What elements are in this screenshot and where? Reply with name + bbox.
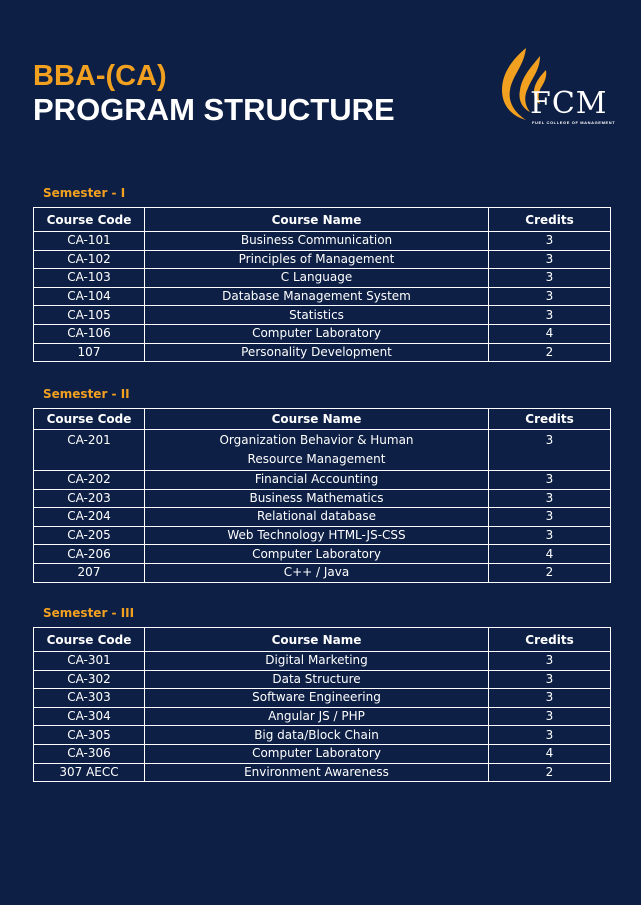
semester-1-section	[33, 186, 610, 362]
course-credits: 3	[489, 232, 611, 251]
logo-text: FCM	[530, 86, 608, 121]
course-credits: 3	[489, 489, 611, 508]
course-name: Digital Marketing	[145, 652, 489, 671]
header-course-name: Course Name	[145, 409, 489, 430]
course-name: Relational database	[145, 508, 489, 527]
course-name: Business Mathematics	[145, 489, 489, 508]
course-credits: 3	[489, 250, 611, 269]
course-name: Personality Development	[145, 343, 489, 362]
header-course-code: Course Code	[34, 409, 145, 430]
course-credits: 3	[489, 526, 611, 545]
table-row	[34, 652, 611, 671]
course-credits: 3	[489, 670, 611, 689]
course-credits: 3	[489, 471, 611, 490]
course-code: CA-103	[34, 269, 145, 288]
course-code: CA-205	[34, 526, 145, 545]
course-code: 207	[34, 563, 145, 582]
table-header-row	[34, 208, 611, 232]
course-name: Angular JS / PHP	[145, 707, 489, 726]
course-name: Business Communication	[145, 232, 489, 251]
course-code: CA-101	[34, 232, 145, 251]
course-code: CA-302	[34, 670, 145, 689]
table-row	[34, 287, 611, 306]
course-code: CA-105	[34, 306, 145, 325]
table-row	[34, 744, 611, 763]
course-credits: 4	[489, 744, 611, 763]
course-code: CA-305	[34, 726, 145, 745]
table-row	[34, 471, 611, 490]
course-name-line-1: Organization Behavior & Human	[219, 433, 414, 447]
course-name: C++ / Java	[145, 563, 489, 582]
program-title: BBA-(CA)	[33, 60, 167, 92]
course-credits: 3	[489, 508, 611, 527]
page-title: PROGRAM STRUCTURE	[33, 92, 395, 127]
course-credits: 3	[489, 306, 611, 325]
table-row	[34, 343, 611, 362]
course-credits: 4	[489, 545, 611, 564]
table-row	[34, 250, 611, 269]
course-name: Computer Laboratory	[145, 744, 489, 763]
semester-label: Semester - II	[43, 387, 130, 401]
course-name: Computer Laboratory	[145, 324, 489, 343]
table-row	[34, 430, 611, 471]
course-table	[33, 207, 611, 362]
semester-2-section	[33, 387, 610, 583]
table-row	[34, 232, 611, 251]
fcm-logo	[496, 46, 620, 130]
course-name: Data Structure	[145, 670, 489, 689]
table-row	[34, 489, 611, 508]
course-code: CA-306	[34, 744, 145, 763]
table-row	[34, 726, 611, 745]
course-code: CA-204	[34, 508, 145, 527]
table-header-row	[34, 628, 611, 652]
table-row	[34, 306, 611, 325]
table-header-row	[34, 409, 611, 430]
course-name: Principles of Management	[145, 250, 489, 269]
course-credits: 3	[489, 689, 611, 708]
header-course-code: Course Code	[34, 208, 145, 232]
course-code: CA-203	[34, 489, 145, 508]
table-row	[34, 508, 611, 527]
course-name-line-2: Resource Management	[247, 452, 386, 466]
course-name: Web Technology HTML-JS-CSS	[145, 526, 489, 545]
course-table	[33, 627, 611, 782]
course-code: 307 AECC	[34, 763, 145, 782]
course-credits: 2	[489, 343, 611, 362]
table-row	[34, 526, 611, 545]
course-credits: 4	[489, 324, 611, 343]
course-credits: 3	[489, 430, 611, 471]
semester-label: Semester - III	[43, 606, 135, 620]
header-course-name: Course Name	[145, 208, 489, 232]
table-row	[34, 324, 611, 343]
table-row	[34, 545, 611, 564]
course-name: Statistics	[145, 306, 489, 325]
course-name	[145, 430, 489, 471]
course-name: Big data/Block Chain	[145, 726, 489, 745]
course-name: C Language	[145, 269, 489, 288]
course-table	[33, 408, 611, 583]
course-name: Software Engineering	[145, 689, 489, 708]
course-credits: 2	[489, 563, 611, 582]
course-code: CA-104	[34, 287, 145, 306]
course-credits: 3	[489, 269, 611, 288]
table-row	[34, 670, 611, 689]
course-credits: 3	[489, 287, 611, 306]
course-name: Financial Accounting	[145, 471, 489, 490]
header-course-name: Course Name	[145, 628, 489, 652]
table-row	[34, 269, 611, 288]
page-header	[33, 60, 395, 128]
header-credits: Credits	[489, 409, 611, 430]
course-name: Computer Laboratory	[145, 545, 489, 564]
course-code: 107	[34, 343, 145, 362]
course-code: CA-202	[34, 471, 145, 490]
course-credits: 3	[489, 707, 611, 726]
logo-subtitle: FUEL COLLEGE OF MANAGEMENT	[532, 120, 616, 125]
semester-label: Semester - I	[43, 186, 126, 200]
course-code: CA-304	[34, 707, 145, 726]
header-credits: Credits	[489, 208, 611, 232]
course-code: CA-102	[34, 250, 145, 269]
course-credits: 3	[489, 652, 611, 671]
course-code: CA-303	[34, 689, 145, 708]
table-row	[34, 763, 611, 782]
course-credits: 2	[489, 763, 611, 782]
course-credits: 3	[489, 726, 611, 745]
course-name: Database Management System	[145, 287, 489, 306]
table-row	[34, 689, 611, 708]
course-code: CA-206	[34, 545, 145, 564]
course-code: CA-201	[34, 430, 145, 471]
header-course-code: Course Code	[34, 628, 145, 652]
table-row	[34, 563, 611, 582]
course-code: CA-301	[34, 652, 145, 671]
course-code: CA-106	[34, 324, 145, 343]
course-name: Environment Awareness	[145, 763, 489, 782]
header-credits: Credits	[489, 628, 611, 652]
table-row	[34, 707, 611, 726]
semester-3-section	[33, 606, 610, 782]
